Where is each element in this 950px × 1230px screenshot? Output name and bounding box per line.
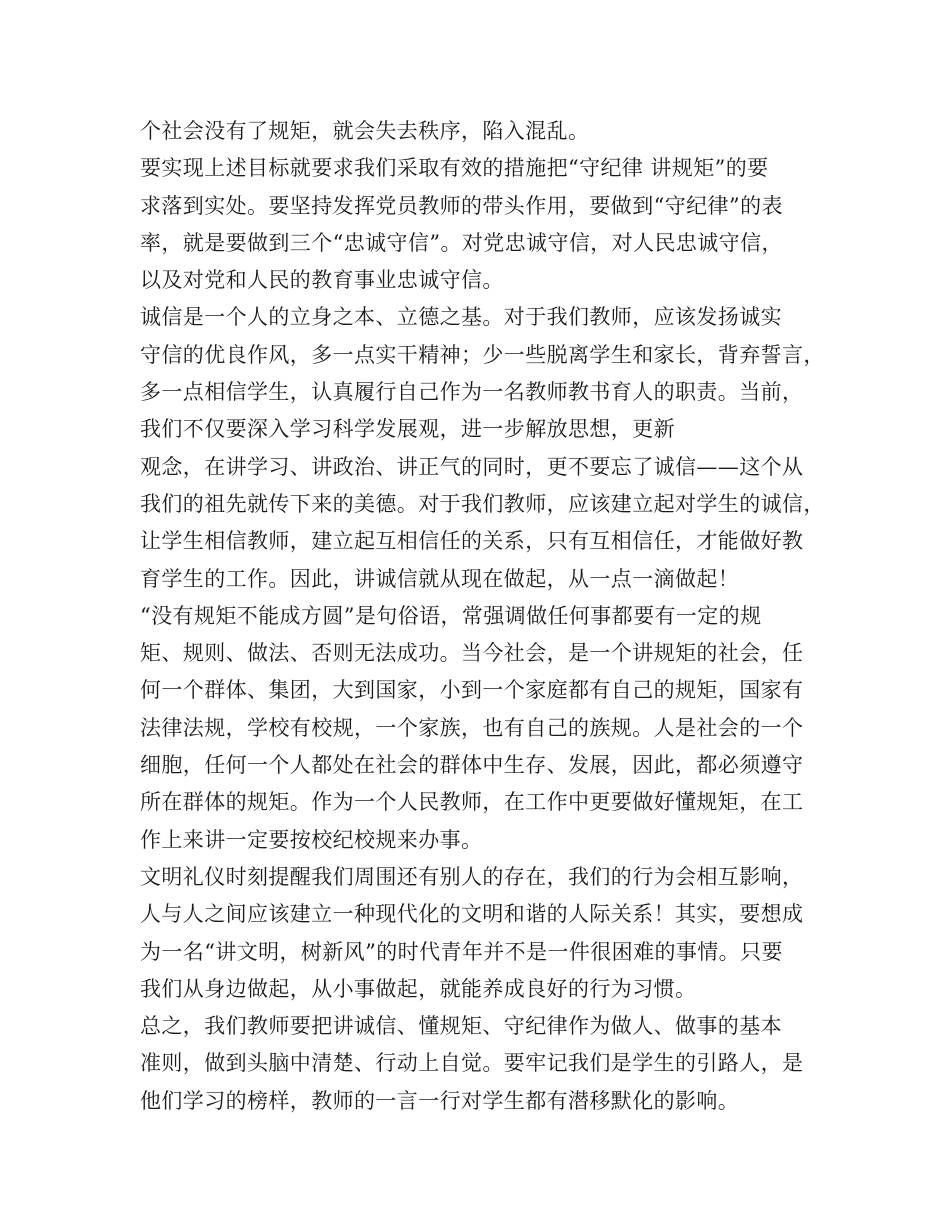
text-line: 要实现上述目标就要求我们采取有效的措施把“守纪律 讲规矩”的要	[140, 156, 769, 181]
text-line: 求落到实处。要坚持发挥党员教师的带头作用，要做到“守纪律”的表	[140, 193, 783, 218]
text-line: 作上来讲一定要按校纪校规来办事。	[140, 827, 483, 852]
text-line: 矩、规则、做法、否则无法成功。当今社会，是一个讲规矩的社会，任	[140, 641, 804, 666]
text-line: 法律法规，学校有校规，一个家族，也有自己的族规。人是社会的一个	[140, 715, 804, 740]
text-line: 观念，在讲学习、讲政治、讲正气的同时，更不要忘了诚信——这个从	[140, 454, 804, 479]
text-line: 多一点相信学生，认真履行自己作为一名教师教书育人的职责。当前，	[140, 380, 804, 405]
text-line: 率，就是要做到三个“忠诚守信”。对党忠诚守信，对人民忠诚守信，	[140, 230, 783, 255]
text-line: “没有规矩不能成方圆”是句俗语，常强调做任何事都要有一定的规	[140, 603, 762, 628]
text-line: 守信的优良作风，多一点实干精神；少一些脱离学生和家长，背弃誓言，	[140, 342, 825, 367]
text-line: 人与人之间应该建立一种现代化的文明和谐的人际关系！其实，要想成	[140, 902, 804, 927]
text-line: 为一名“讲文明，树新风”的时代青年并不是一件很困难的事情。只要	[140, 939, 783, 964]
text-line: 以及对党和人民的教育事业忠诚守信。	[140, 268, 504, 293]
text-line: 育学生的工作。因此，讲诚信就从现在做起，从一点一滴做起！	[140, 566, 740, 591]
text-line: 文明礼仪时刻提醒我们周围还有别人的存在，我们的行为会相互影响，	[140, 864, 804, 889]
text-line: 准则，做到头脑中清楚、行动上自觉。要牢记我们是学生的引路人，是	[140, 1051, 804, 1076]
text-line: 我们不仅要深入学习科学发展观，进一步解放思想，更新	[140, 417, 675, 442]
text-line: 我们的祖先就传下来的美德。对于我们教师，应该建立起对学生的诚信，	[140, 491, 825, 516]
text-line: 何一个群体、集团，大到国家，小到一个家庭都有自己的规矩，国家有	[140, 678, 804, 703]
text-line: 让学生相信教师，建立起互相信任的关系，只有互相信任，才能做好教	[140, 529, 804, 554]
text-line: 细胞，任何一个人都处在社会的群体中生存、发展，因此，都必须遵守	[140, 753, 804, 778]
text-line: 个社会没有了规矩，就会失去秩序，陷入混乱。	[140, 119, 590, 143]
text-line: 我们从身边做起，从小事做起，就能养成良好的行为习惯。	[140, 976, 697, 1001]
text-line: 他们学习的榜样，教师的一言一行对学生都有潜移默化的影响。	[140, 1088, 740, 1113]
text-line: 所在群体的规矩。作为一个人民教师，在工作中更要做好懂规矩，在工	[140, 790, 804, 815]
text-line: 诚信是一个人的立身之本、立德之基。对于我们教师，应该发扬诚实	[140, 305, 782, 330]
document-body	[140, 113, 830, 1120]
text-line: 总之，我们教师要把讲诚信、懂规矩、守纪律作为做人、做事的基本	[140, 1014, 782, 1039]
